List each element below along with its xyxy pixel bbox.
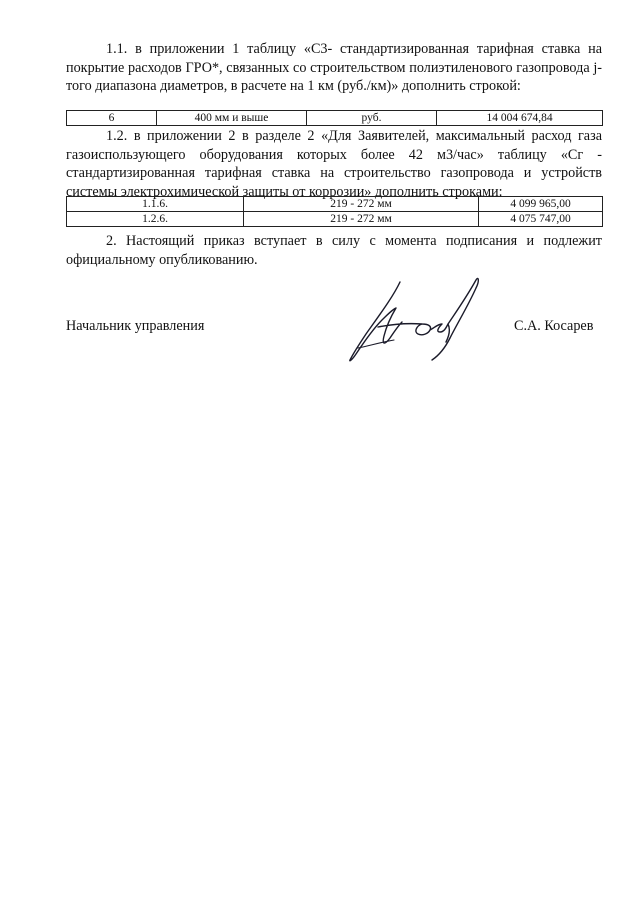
handwritten-signature [338,272,488,372]
table-cell-number: 1.1.6. [67,197,244,212]
position-title: Начальник управления [66,318,205,334]
paragraph-1-1: 1.1. в приложении 1 таблицу «С3- стандартизированная тарифная ставка на покрытие расходов ГРО*, связанных со строительством полиэтиленового газопровода j-того диапазона диаметров, в расчете на 1 км (руб./км)» дополнить строкой: [66,41,602,95]
table-cell-rate: 4 099 965,00 [479,197,603,212]
table-cg [66,196,603,227]
table-cell-rate: 14 004 674,84 [437,111,603,126]
table-cell-diameter: 219 - 272 мм [244,212,479,227]
table-cell-number: 6 [67,111,157,126]
table-row [67,111,603,126]
table-cell-number: 1.2.6. [67,212,244,227]
table-cell-diameter: 400 мм и выше [157,111,307,126]
table-row [67,212,603,227]
table-cell-rate: 4 075 747,00 [479,212,603,227]
signatory-name: С.А. Косарев [514,318,594,334]
paragraph-2: 2. Настоящий приказ вступает в силу с момента подписания и подлежит официальному опубликованию. [66,233,602,268]
table-c3 [66,110,603,126]
table-cell-unit: руб. [307,111,437,126]
paragraph-1-2: 1.2. в приложении 2 в разделе 2 «Для Заявителей, максимальный расход газа газоиспользующего оборудования которых более 42 м3/час» таблицу «Сг - стандартизированная тарифная ставка на строительство газопровода и устройств системы электрохимической защиты от коррозии» дополнить строками: [66,128,602,200]
table-cell-diameter: 219 - 272 мм [244,197,479,212]
table-row [67,197,603,212]
